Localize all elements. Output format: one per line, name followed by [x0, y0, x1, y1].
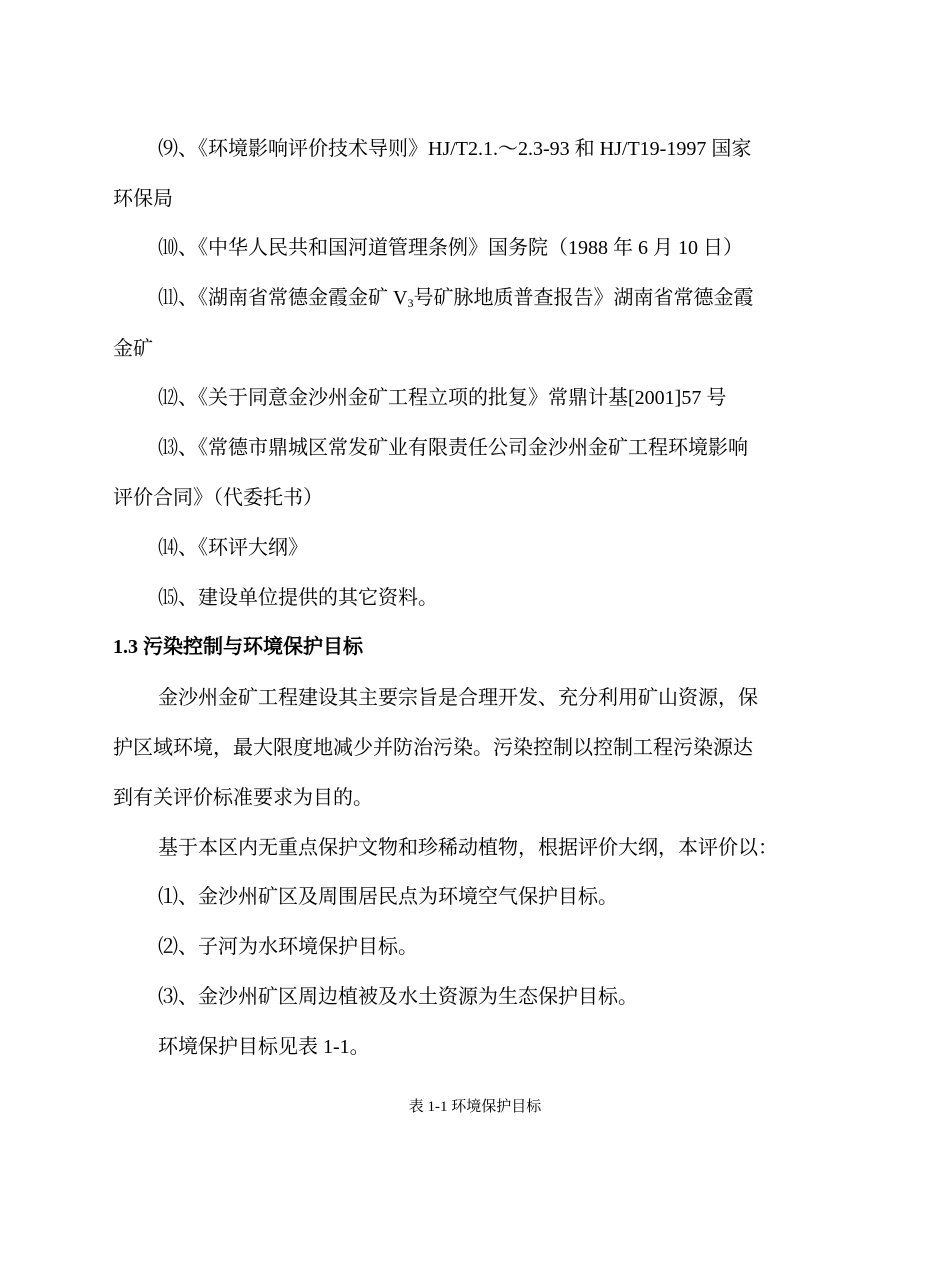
target-3: ⑶、金沙州矿区周边植被及水土资源为生态保护目标。: [158, 986, 638, 1008]
paragraph-1-line3: 到有关评价标准要求为目的。: [113, 787, 373, 809]
target-2: ⑵、子河为水环境保护目标。: [158, 936, 418, 958]
reference-15: ⒂、建设单位提供的其它资料。: [158, 587, 438, 609]
reference-11-post: 号矿脉地质普查报告》湖南省常德金霞: [413, 287, 754, 309]
reference-13-line2: 评价合同》（代委托书）: [113, 487, 323, 509]
paragraph-2: 基于本区内无重点保护文物和珍稀动植物，根据评价大纲，本评价以：: [158, 837, 778, 859]
reference-12: ⑿、《关于同意金沙州金矿工程立项的批复》常鼎计基[2001]57 号: [158, 387, 727, 409]
reference-13-line1: ⒀、《常德市鼎城区常发矿业有限责任公司金沙州金矿工程环境影响: [158, 437, 748, 459]
reference-10: ⑽、《中华人民共和国河道管理条例》国务院（1988 年 6 月 10 日）: [158, 237, 743, 259]
paragraph-1-line1: 金沙州金矿工程建设其主要宗旨是合理开发、充分利用矿山资源，保: [158, 687, 758, 709]
reference-11-subscript: 3: [407, 296, 414, 310]
table-caption: 表 1-1 环境保护目标: [408, 1099, 542, 1115]
reference-11-line2: 金矿: [113, 338, 153, 360]
reference-9-line1: ⑼、《环境影响评价技术导则》HJ/T2.1.～2.3-93 和 HJ/T19-1997 国家: [158, 138, 752, 160]
reference-14: ⒁、《环评大纲》: [158, 537, 308, 559]
see-table-note: 环境保护目标见表 1-1。: [158, 1036, 370, 1058]
paragraph-1-line2: 护区域环境，最大限度地减少并防治污染。污染控制以控制工程污染源达: [113, 737, 753, 759]
section-heading: 1.3 污染控制与环境保护目标: [113, 636, 363, 658]
reference-11-line1: [158, 286, 753, 310]
reference-11-pre: ⑾、《湖南省常德金霞金矿 V: [158, 287, 408, 309]
reference-9-line2: 环保局: [113, 188, 173, 210]
target-1: ⑴、金沙州矿区及周围居民点为环境空气保护目标。: [158, 886, 618, 908]
